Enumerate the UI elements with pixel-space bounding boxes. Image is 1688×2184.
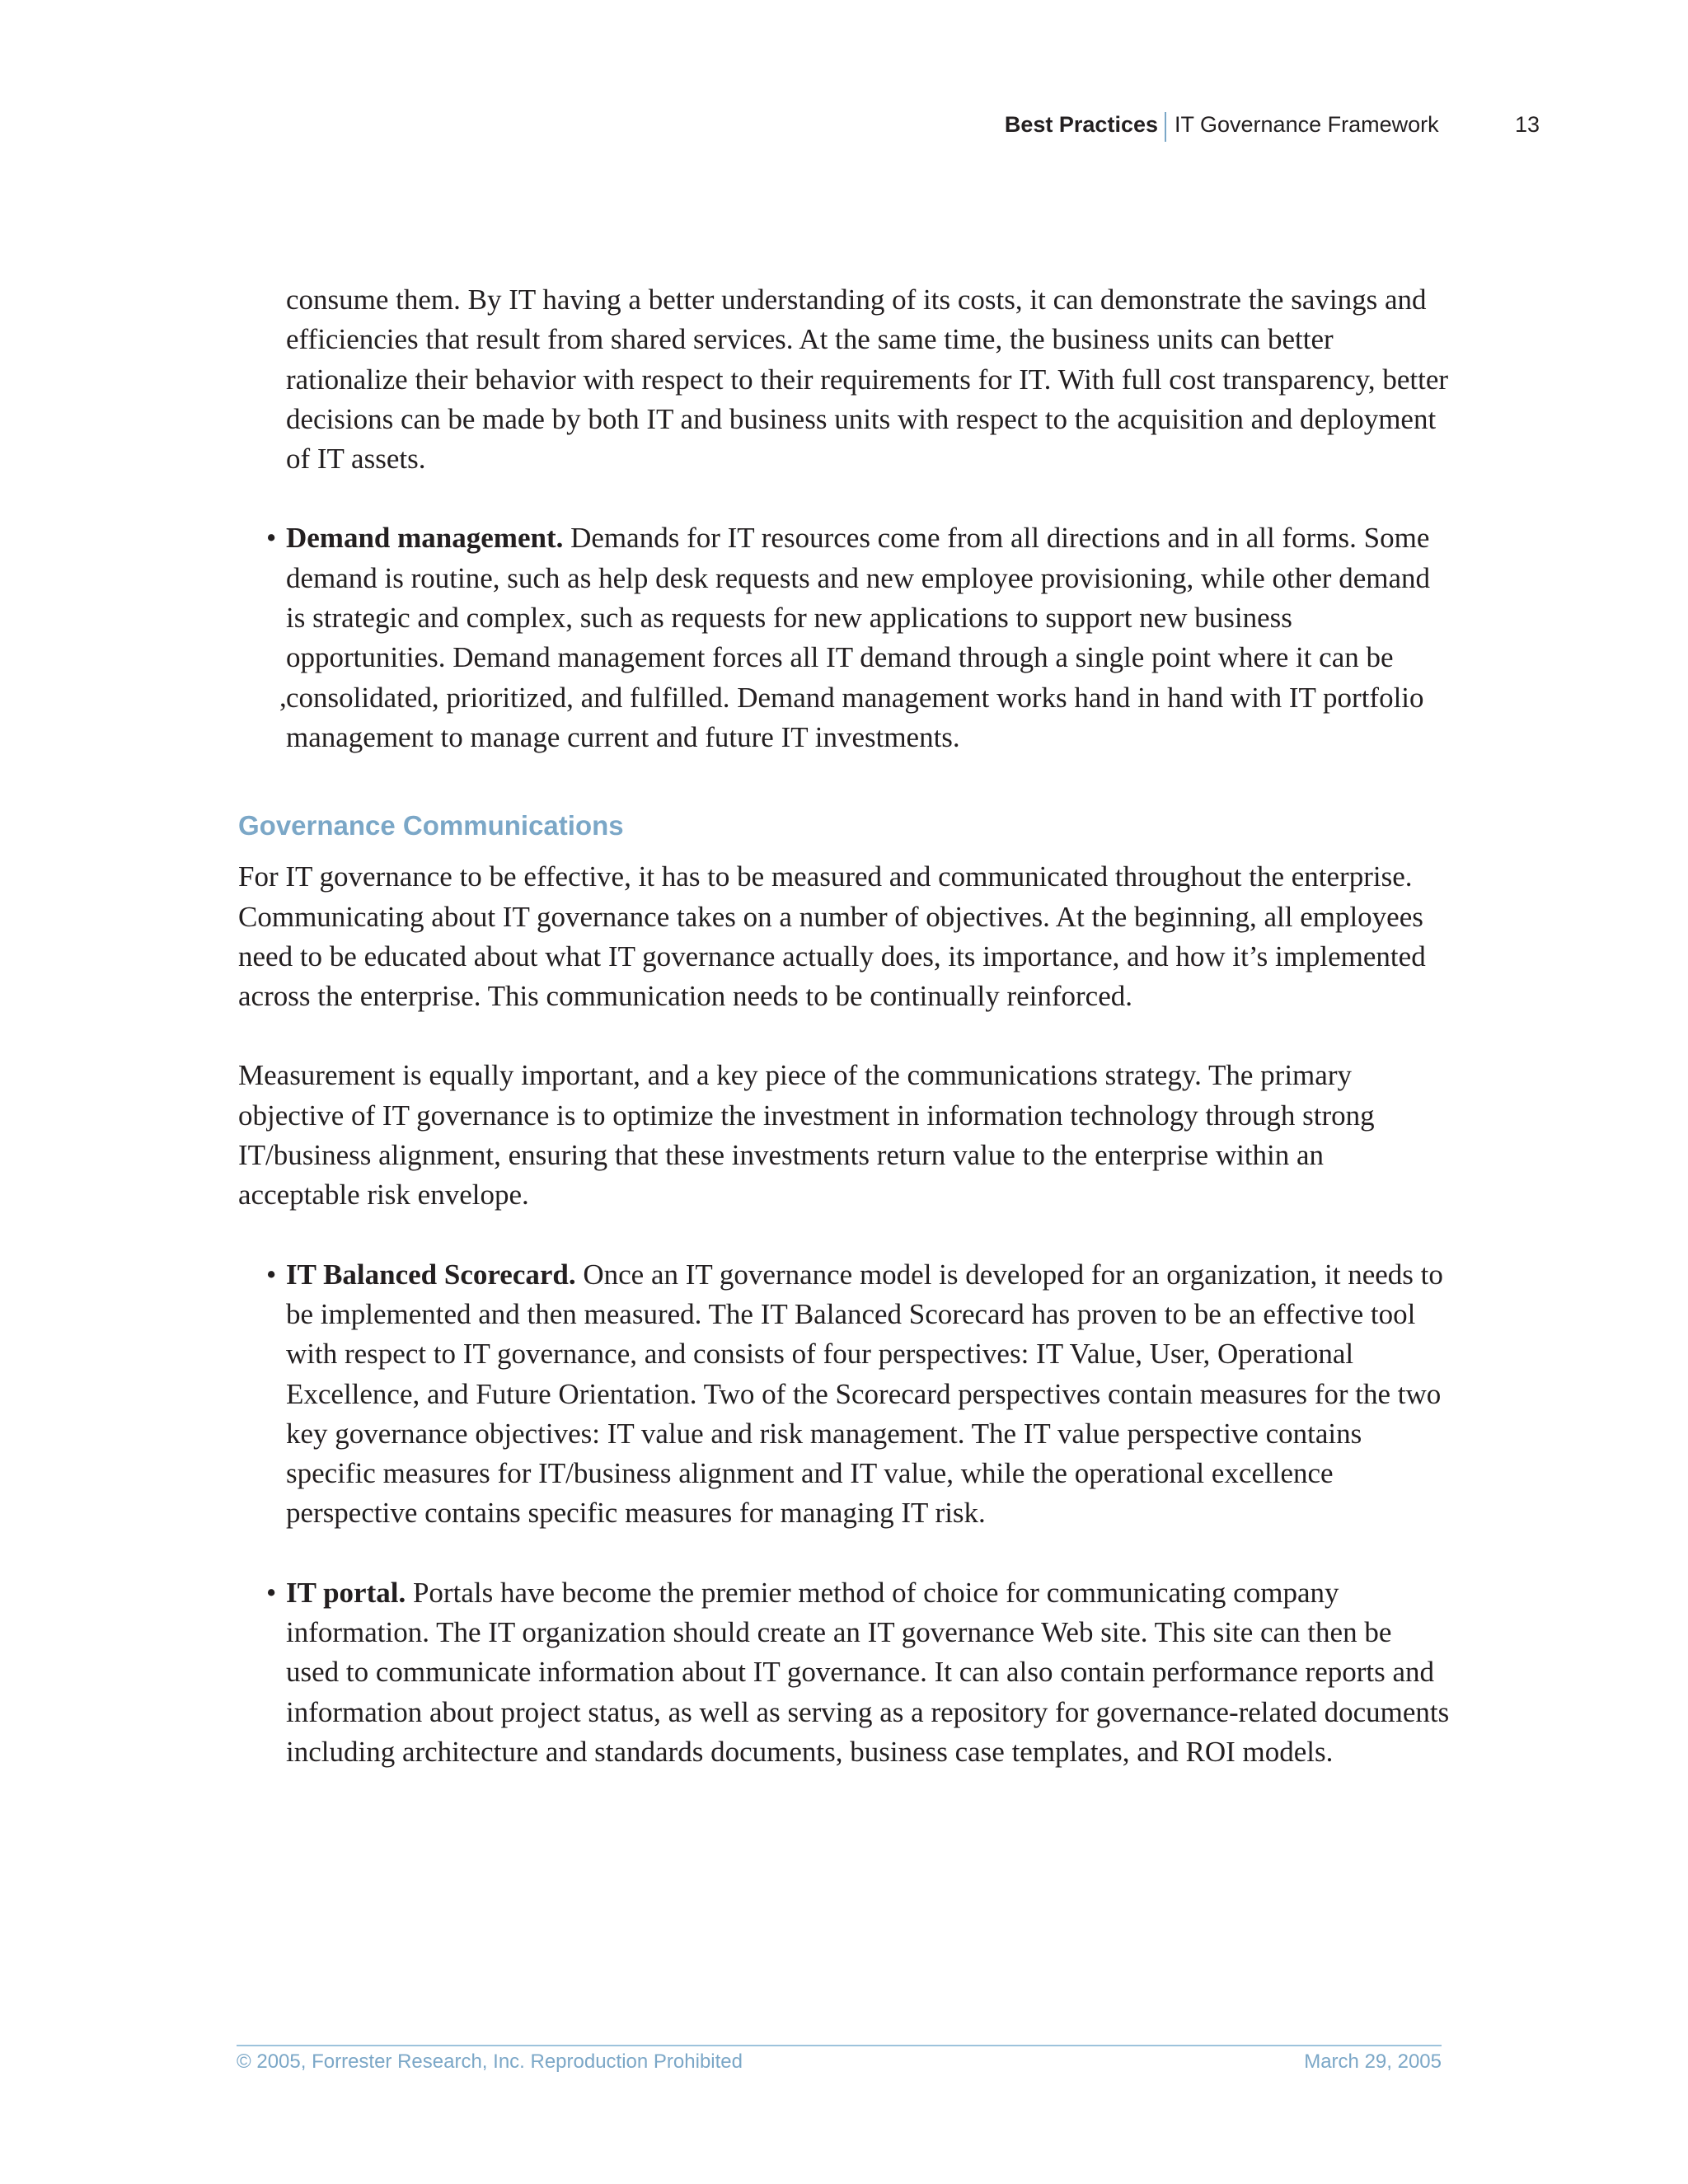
- header-title: IT Governance Framework: [1175, 112, 1439, 137]
- bullet-title: IT Balanced Scorecard.: [286, 1258, 576, 1291]
- section-heading: Governance Communications: [238, 810, 624, 841]
- footer-copyright: © 2005, Forrester Research, Inc. Reproduction Prohibited: [237, 2050, 743, 2073]
- bullet-text: Once an IT governance model is developed for an organization, it needs to be implemented and then measured. The IT Balanced Scorecard has proven to be an effective tool with respect to IT governance, and consists of four perspectives: IT Value, User, Operational Excellence, and Future Orientation. Two of the Scorecard perspectives contain measures for the two key governance objectives: IT value and risk management. The IT value perspective contains specific measures for IT/business alignment and IT value, while the operational excellence perspective contains specific measures for managing IT risk.: [286, 1258, 1443, 1530]
- bullet-it-balanced-scorecard: [266, 1255, 1450, 1534]
- bullet-title: IT portal.: [286, 1576, 406, 1609]
- bullet-demand-management: [266, 518, 1450, 757]
- body-paragraph: For IT governance to be effective, it has to be measured and communicated throughout the enterprise. Communicating about IT governance takes on a number of objectives. At the beginning, all employees need to be educated about what IT governance actually does, its importance, and how it’s implemented across the enterprise. This communication needs to be continually reinforced.: [238, 860, 1426, 1013]
- page-body: [238, 280, 1450, 1772]
- intro-continuation: consume them. By IT having a better understanding of its costs, it can demonstrate the savings and efficiencies that result from shared services. At the same time, the business units can better rationalize their behavior with respect to their requirements for IT. With full cost transparency, better decisions can be made by both IT and business units with respect to the acquisition and deployment of IT assets.: [286, 284, 1449, 476]
- bullet-marker: •: [266, 1576, 277, 1609]
- bullet-text: Demands for IT resources come from all directions and in all forms. Some demand is routine, such as help desk requests and new employee provisioning, while other demand is strategic and complex, such as requests for new applications to support new business opportunities. Demand management forces all IT demand through a single point where it can be consolidated, prioritized, and fulfilled. Demand management works hand in hand with IT portfolio management to manage current and future IT investments.: [286, 522, 1431, 753]
- bullet-marker: •: [266, 1258, 277, 1291]
- footer-rule: [237, 2045, 1442, 2046]
- bullet-marker: •: [266, 522, 277, 555]
- header-section: Best Practices: [1004, 112, 1158, 137]
- running-header: [0, 112, 1688, 148]
- bullet-text: Portals have become the premier method of choice for communicating company information. The IT organization should create an IT governance Web site. This site can then be used to communicate information about IT governance. It can also contain performance reports and information about project status, as well as serving as a repository for governance-related documents including architecture and standards documents, business case templates, and ROI models.: [286, 1576, 1450, 1768]
- footer-date: March 29, 2005: [1304, 2050, 1442, 2073]
- header-separator: [1165, 112, 1166, 142]
- stray-mark: ,: [279, 681, 287, 714]
- bullet-it-portal: [266, 1573, 1450, 1772]
- bullet-title: Demand management.: [286, 522, 564, 555]
- page-number: 13: [1515, 112, 1540, 137]
- body-paragraph: Measurement is equally important, and a key piece of the communications strategy. The primary objective of IT governance is to optimize the investment in information technology through strong IT/business alignment, ensuring that these investments return value to the enterprise within an acceptable risk envelope.: [238, 1059, 1375, 1212]
